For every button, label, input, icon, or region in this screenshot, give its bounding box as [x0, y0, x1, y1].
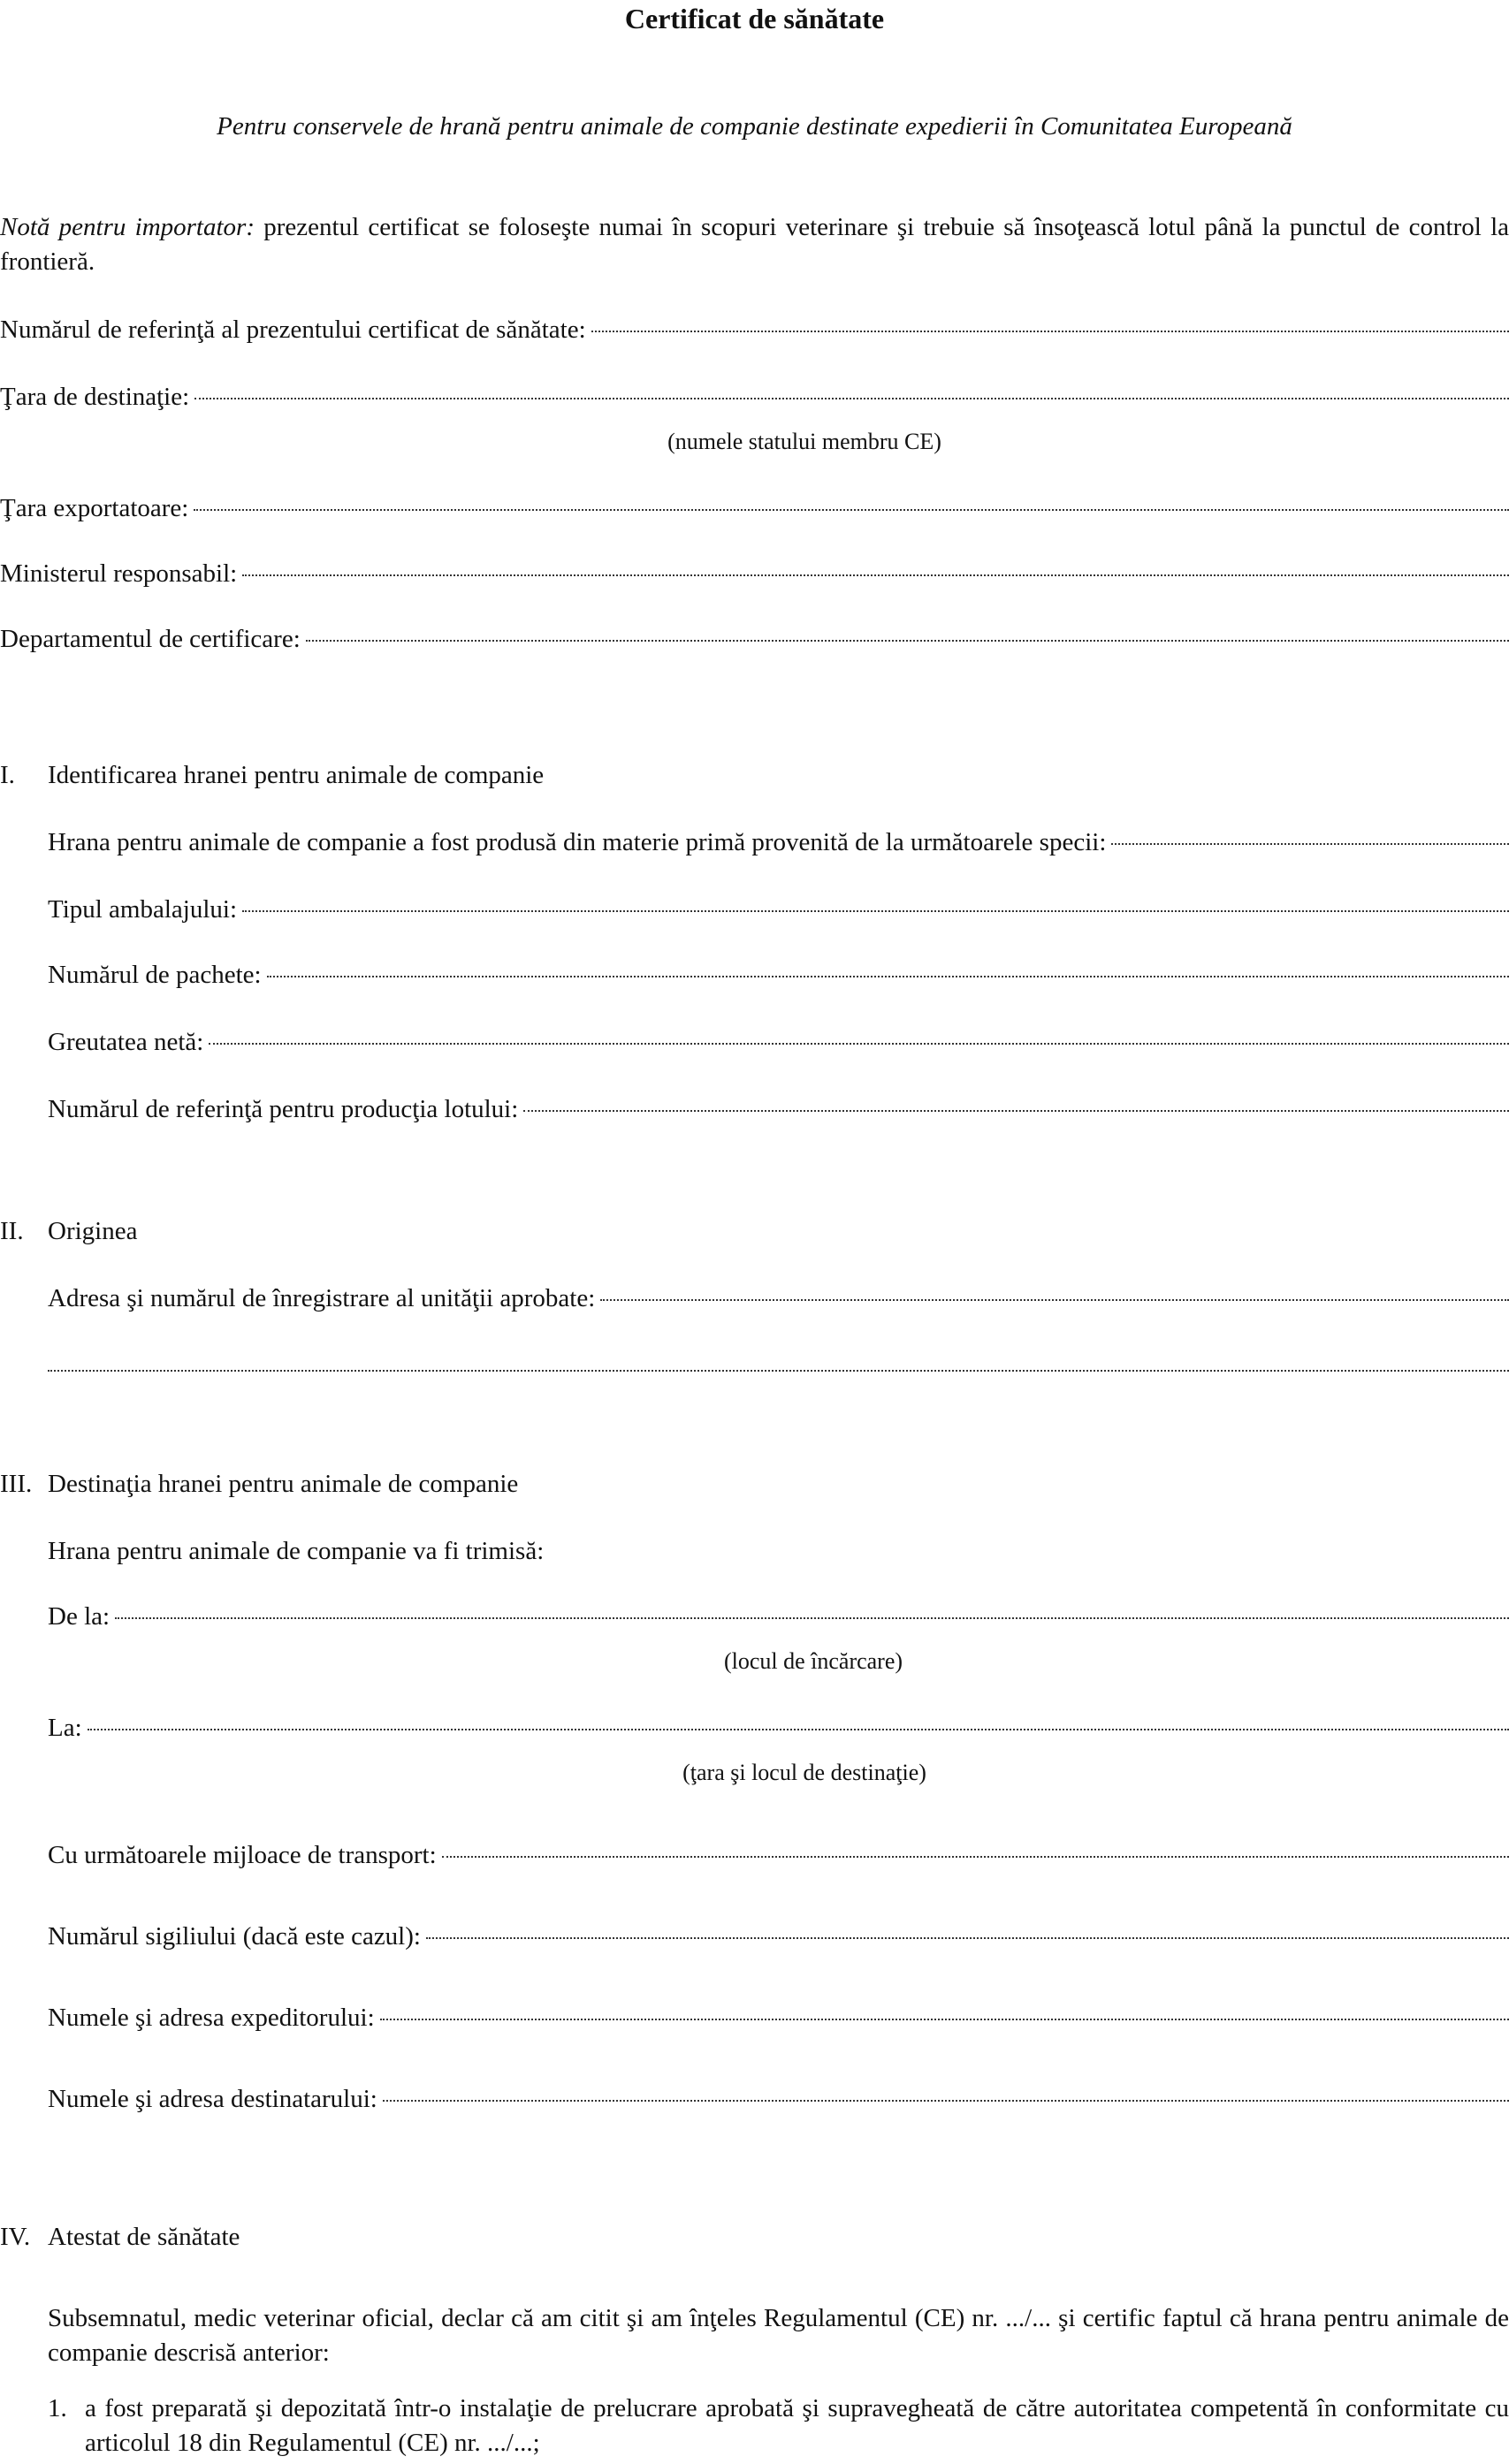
from-label: De la: — [48, 1602, 111, 1631]
consignor-label: Numele şi adresa expeditorului: — [48, 2004, 375, 2032]
exporting-country-blank[interactable] — [194, 509, 1509, 511]
section-4-heading — [0, 2220, 240, 2255]
package-count-label: Numărul de pachete: — [48, 961, 262, 989]
destination-country-field[interactable] — [0, 380, 1509, 414]
species-field[interactable] — [48, 825, 1509, 860]
seal-number-label: Numărul sigiliului (dacă este cazul): — [48, 1922, 421, 1951]
packaging-type-field[interactable] — [48, 893, 1509, 927]
reference-number-label: Numărul de referinţă al prezentului certificat de sănătate: — [0, 316, 586, 344]
section-4-number: IV. — [0, 2223, 31, 2251]
consignee-label: Numele şi adresa destinatarului: — [48, 2085, 377, 2113]
transport-field[interactable] — [48, 1838, 1509, 1873]
section-2-heading — [0, 1214, 137, 1249]
importer-note-label: Notă pentru importator: — [0, 213, 255, 241]
consignee-blank[interactable] — [383, 2100, 1509, 2102]
establishment-address-blank[interactable] — [600, 1299, 1509, 1301]
section-3-title: Destinaţia hranei pentru animale de companie — [48, 1470, 519, 1498]
establishment-address-label: Adresa şi numărul de înregistrare al unităţii aprobate: — [48, 1284, 596, 1312]
to-field[interactable] — [48, 1711, 1509, 1745]
net-weight-blank[interactable] — [209, 1043, 1509, 1045]
to-blank[interactable] — [88, 1729, 1509, 1730]
exporting-country-label: Ţara exportatoare: — [0, 494, 189, 522]
consignee-field[interactable] — [48, 2082, 1509, 2117]
section-3-number: III. — [0, 1470, 33, 1498]
package-count-field[interactable] — [48, 958, 1509, 992]
from-hint: (locul de încărcare) — [723, 1648, 903, 1674]
net-weight-label: Greutatea netă: — [48, 1028, 204, 1056]
section-1-title: Identificarea hranei pentru animale de companie — [48, 761, 545, 789]
batch-reference-field[interactable] — [48, 1092, 1509, 1127]
establishment-address-blank-line-2[interactable] — [48, 1370, 1509, 1372]
importer-note — [0, 210, 1509, 279]
package-count-blank[interactable] — [267, 976, 1509, 977]
to-label: La: — [48, 1714, 82, 1742]
sent-statement: Hrana pentru animale de companie va fi trimisă: — [48, 1537, 545, 1565]
transport-label: Cu următoarele mijloace de transport: — [48, 1841, 437, 1869]
certifying-department-blank[interactable] — [306, 640, 1509, 642]
from-blank[interactable] — [115, 1617, 1509, 1619]
destination-country-label: Ţara de destinaţie: — [0, 383, 190, 411]
reference-number-field[interactable] — [0, 313, 1509, 347]
seal-number-blank[interactable] — [426, 1937, 1509, 1939]
section-2-number: II. — [0, 1217, 24, 1245]
from-field[interactable] — [48, 1600, 1509, 1634]
attestation-item-1 — [48, 2392, 1509, 2460]
attestation-item-1-number: 1. — [48, 2394, 67, 2422]
section-2-title: Originea — [48, 1217, 138, 1245]
section-3-heading — [0, 1467, 518, 1502]
attestation-item-1-text: a fost preparată şi depozitată într-o instalaţie de prelucrare aprobată şi supravegheată de către autoritatea competentă în conformitate cu articolul 18 din Regulamentul (CE) nr. .../...; — [85, 2394, 1509, 2458]
to-hint: (ţara şi locul de destinaţie) — [682, 1760, 926, 1785]
net-weight-field[interactable] — [48, 1025, 1509, 1060]
health-attestation-statement: Subsemnatul, medic veterinar oficial, declar că am citit şi am înţeles Regulamentul (CE) nr. .../... şi certific faptul că hrana pentru animale de companie descrisă anterior: — [48, 2304, 1509, 2368]
destination-country-hint: (numele statului membru CE) — [667, 429, 941, 454]
certifying-department-field[interactable] — [0, 622, 1509, 657]
establishment-address-field[interactable] — [48, 1281, 1509, 1316]
destination-country-blank[interactable] — [194, 398, 1509, 399]
packaging-type-blank[interactable] — [242, 910, 1509, 912]
document-title: Certificat de sănătate — [624, 3, 885, 34]
consignor-field[interactable] — [48, 2001, 1509, 2035]
species-blank[interactable] — [1111, 843, 1509, 845]
consignor-blank[interactable] — [380, 2019, 1509, 2020]
batch-reference-blank[interactable] — [523, 1110, 1509, 1112]
importer-note-text: prezentul certificat se foloseşte numai în scopuri veterinare şi trebuie să însoţească lotul până la punctul de control la frontieră. — [0, 213, 1509, 277]
ministry-label: Ministerul responsabil: — [0, 559, 238, 588]
seal-number-field[interactable] — [48, 1920, 1509, 1954]
certifying-department-label: Departamentul de certificare: — [0, 625, 301, 653]
ministry-blank[interactable] — [242, 574, 1509, 576]
section-4-title: Atestat de sănătate — [48, 2223, 240, 2251]
packaging-type-label: Tipul ambalajului: — [48, 895, 238, 924]
species-label: Hrana pentru animale de companie a fost produsă din materie primă provenită de la următoarele specii: — [48, 828, 1107, 856]
reference-number-blank[interactable] — [591, 331, 1509, 332]
ministry-field[interactable] — [0, 557, 1509, 591]
section-1-heading — [0, 758, 544, 793]
section-1-number: I. — [0, 761, 15, 789]
exporting-country-field[interactable] — [0, 491, 1509, 526]
batch-reference-label: Numărul de referinţă pentru producţia lotului: — [48, 1095, 519, 1123]
document-subtitle: Pentru conservele de hrană pentru animale de companie destinate expedierii în Comunitatea Europeană — [217, 112, 1292, 141]
transport-blank[interactable] — [442, 1856, 1509, 1858]
